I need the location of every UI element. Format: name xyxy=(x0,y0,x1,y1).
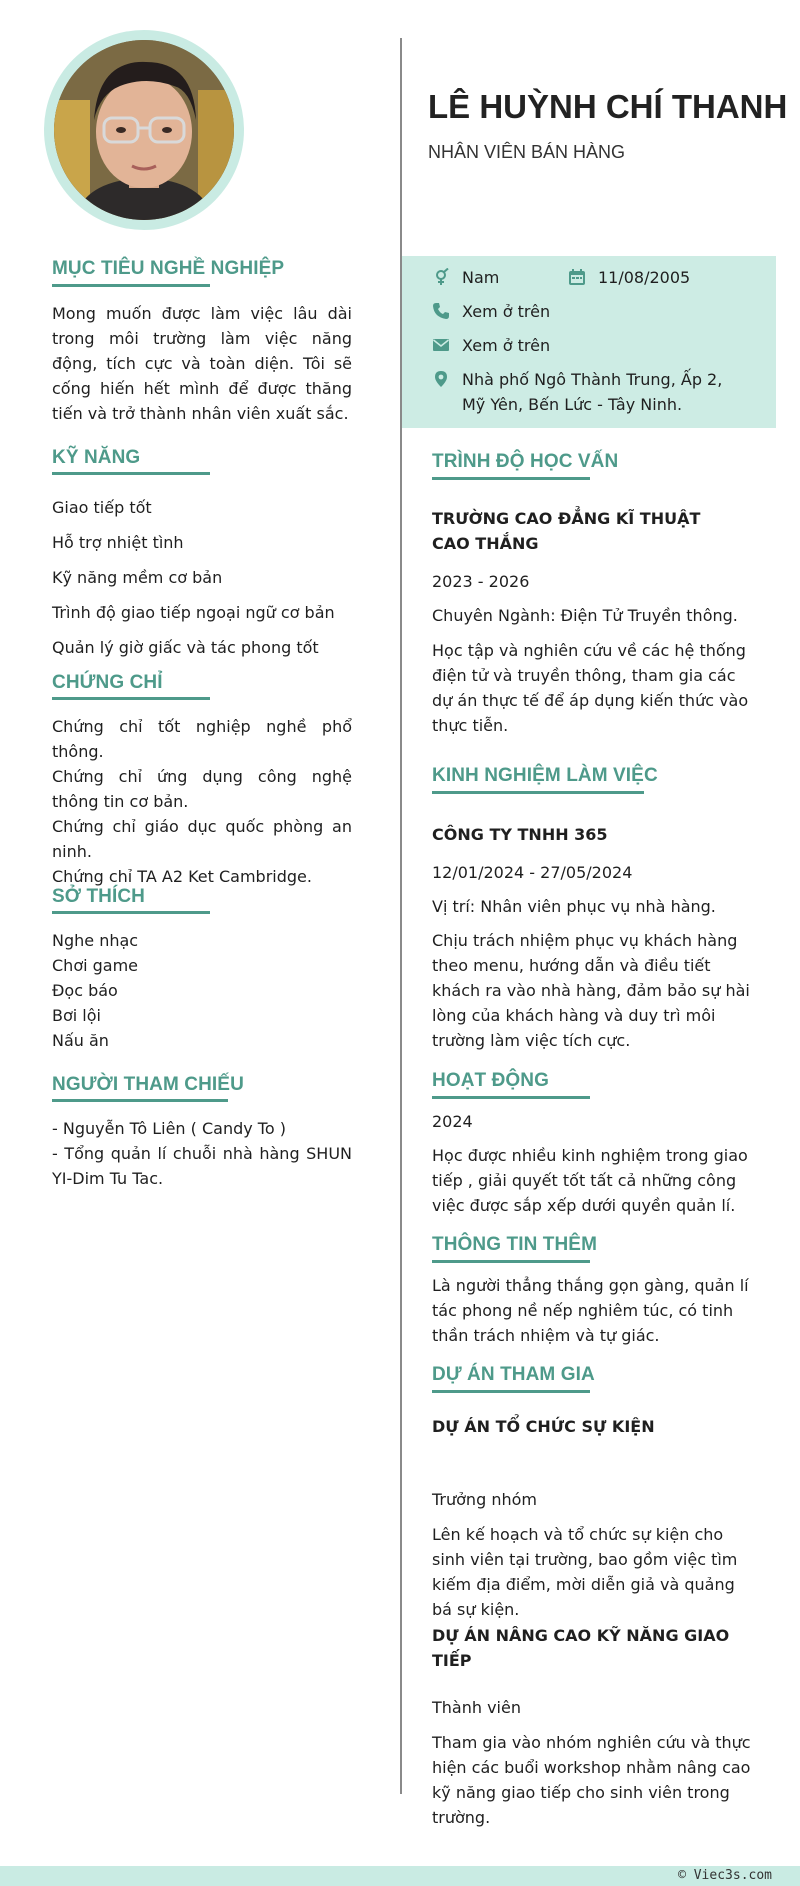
references-underline xyxy=(52,1099,228,1102)
certificate-item: Chứng chỉ tốt nghiệp nghề phổ thông. xyxy=(52,717,352,761)
education-major: Chuyên Ngành: Điện Tử Truyền thông. xyxy=(432,606,738,625)
candidate-name: LÊ HUỲNH CHÍ THANH xyxy=(428,88,788,125)
project-role: Thành viên xyxy=(432,1698,521,1717)
objective-title: MỤC TIÊU NGHỀ NGHIỆP xyxy=(52,258,285,279)
hobby-item: Nghe nhạc xyxy=(52,931,139,950)
address-value: Nhà phố Ngô Thành Trung, Ấp 2, Mỹ Yên, Bến Lức - Tây Ninh. xyxy=(462,370,723,414)
avatar-ring xyxy=(44,30,244,230)
projects-underline xyxy=(432,1390,590,1393)
contact-address xyxy=(432,367,742,417)
activities-year: 2024 xyxy=(432,1112,473,1131)
birthday-value: 11/08/2005 xyxy=(598,268,691,287)
certificates-underline xyxy=(52,697,210,700)
skill-item: Quản lý giờ giấc và tác phong tốt xyxy=(52,638,319,657)
phone-icon xyxy=(432,302,450,320)
skill-item: Kỹ năng mềm cơ bản xyxy=(52,568,223,587)
education-title: TRÌNH ĐỘ HỌC VẤN xyxy=(432,451,619,472)
experience-title: KINH NGHIỆM LÀM VIỆC xyxy=(432,765,658,786)
additional-title: THÔNG TIN THÊM xyxy=(432,1234,597,1255)
email-icon xyxy=(432,336,450,354)
gender-value: Nam xyxy=(462,268,500,287)
activities-description: Học được nhiều kinh nghiệm trong giao tiếp , giải quyết tốt tất cả những công việc được sắp xếp dưới quyền quản lí. xyxy=(432,1146,748,1215)
projects-title: DỰ ÁN THAM GIA xyxy=(432,1364,595,1385)
job-title: NHÂN VIÊN BÁN HÀNG xyxy=(428,142,626,162)
education-underline xyxy=(432,477,590,480)
skill-item: Hỗ trợ nhiệt tình xyxy=(52,533,184,552)
experience-description: Chịu trách nhiệm phục vụ khách hàng theo menu, hướng dẫn và điều tiết khách ra vào nhà hàng, đảm bảo sự hài lòng của khách hàng và duy trì môi trường làm việc tích cực. xyxy=(432,931,750,1050)
hobbies-underline xyxy=(52,911,210,914)
hobbies-title: SỞ THÍCH xyxy=(52,886,146,907)
activities-title: HOẠT ĐỘNG xyxy=(432,1070,550,1091)
footer-bar xyxy=(0,1866,800,1886)
phone-value: Xem ở trên xyxy=(462,302,551,321)
gender-icon xyxy=(432,268,450,286)
education-description: Học tập và nghiên cứu về các hệ thống điện tử và truyền thông, tham gia các dự án thực tế để áp dụng kiến thức vào thực tiễn. xyxy=(432,641,749,735)
objective-underline xyxy=(52,284,210,287)
hobby-item: Chơi game xyxy=(52,956,139,975)
contact-gender xyxy=(432,265,499,290)
contact-birthday xyxy=(568,265,690,290)
project-description: Tham gia vào nhóm nghiên cứu và thực hiện các buổi workshop nhằm nâng cao kỹ năng giao tiếp cho sinh viên trong trường. xyxy=(432,1733,751,1827)
objective-text: Mong muốn được làm việc lâu dài trong môi trường làm việc năng động, tích cực và toàn diện. Tôi sẽ cống hiến hết mình để được thăng tiến và trở thành nhân viên xuất sắc. xyxy=(52,304,352,423)
project-name: DỰ ÁN NÂNG CAO KỸ NĂNG GIAO TIẾP xyxy=(432,1626,730,1670)
reference-item: - Tổng quản lí chuỗi nhà hàng SHUN YI-Dim Tu Tac. xyxy=(52,1144,352,1188)
hobby-item: Bơi lội xyxy=(52,1006,101,1025)
certificate-item: Chứng chỉ TA A2 Ket Cambridge. xyxy=(52,867,312,886)
email-value: Xem ở trên xyxy=(462,336,551,355)
contact-box xyxy=(402,256,776,428)
additional-underline xyxy=(432,1260,590,1263)
certificates-title: CHỨNG CHỈ xyxy=(52,672,163,693)
references-list xyxy=(52,1116,352,1191)
skill-item: Trình độ giao tiếp ngoại ngữ cơ bản xyxy=(52,603,335,622)
footer-credit[interactable]: © Viec3s.com xyxy=(678,1868,772,1883)
experience-period: 12/01/2024 - 27/05/2024 xyxy=(432,863,633,882)
skills-list xyxy=(52,490,352,665)
avatar xyxy=(54,40,234,220)
hobby-item: Nấu ăn xyxy=(52,1031,109,1050)
project-description: Lên kế hoạch và tổ chức sự kiện cho sinh viên tại trường, bao gồm việc tìm kiếm địa điểm, mời diễn giả và quảng bá sự kiện. xyxy=(432,1525,738,1619)
project-name: DỰ ÁN TỔ CHỨC SỰ KIỆN xyxy=(432,1417,655,1436)
references-title: NGƯỜI THAM CHIẾU xyxy=(52,1074,244,1095)
certificate-item: Chứng chỉ giáo dục quốc phòng an ninh. xyxy=(52,817,352,861)
calendar-icon xyxy=(568,268,586,286)
experience-underline xyxy=(432,791,644,794)
project-role: Trưởng nhóm xyxy=(432,1490,537,1509)
additional-text: Là người thẳng thắng gọn gàng, quản lí tác phong nề nếp nghiêm túc, có tinh thần trách nhiệm và tự giác. xyxy=(432,1276,749,1345)
skill-item: Giao tiếp tốt xyxy=(52,498,152,517)
education-period: 2023 - 2026 xyxy=(432,572,530,591)
contact-email xyxy=(432,333,550,358)
hobbies-list xyxy=(52,928,352,1053)
education-school: TRƯỜNG CAO ĐẲNG KĨ THUẬT CAO THẮNG xyxy=(432,509,701,553)
skills-underline xyxy=(52,472,210,475)
contact-phone xyxy=(432,299,550,324)
reference-item: - Nguyễn Tô Liên ( Candy To ) xyxy=(52,1119,286,1138)
certificate-item: Chứng chỉ ứng dụng công nghệ thông tin cơ bản. xyxy=(52,767,352,811)
skills-title: KỸ NĂNG xyxy=(52,447,141,468)
experience-company: CÔNG TY TNHH 365 xyxy=(432,825,608,844)
experience-position: Vị trí: Nhân viên phục vụ nhà hàng. xyxy=(432,897,716,916)
activities-underline xyxy=(432,1096,590,1099)
certificates-list xyxy=(52,714,352,889)
hobby-item: Đọc báo xyxy=(52,981,118,1000)
location-icon xyxy=(432,370,450,388)
